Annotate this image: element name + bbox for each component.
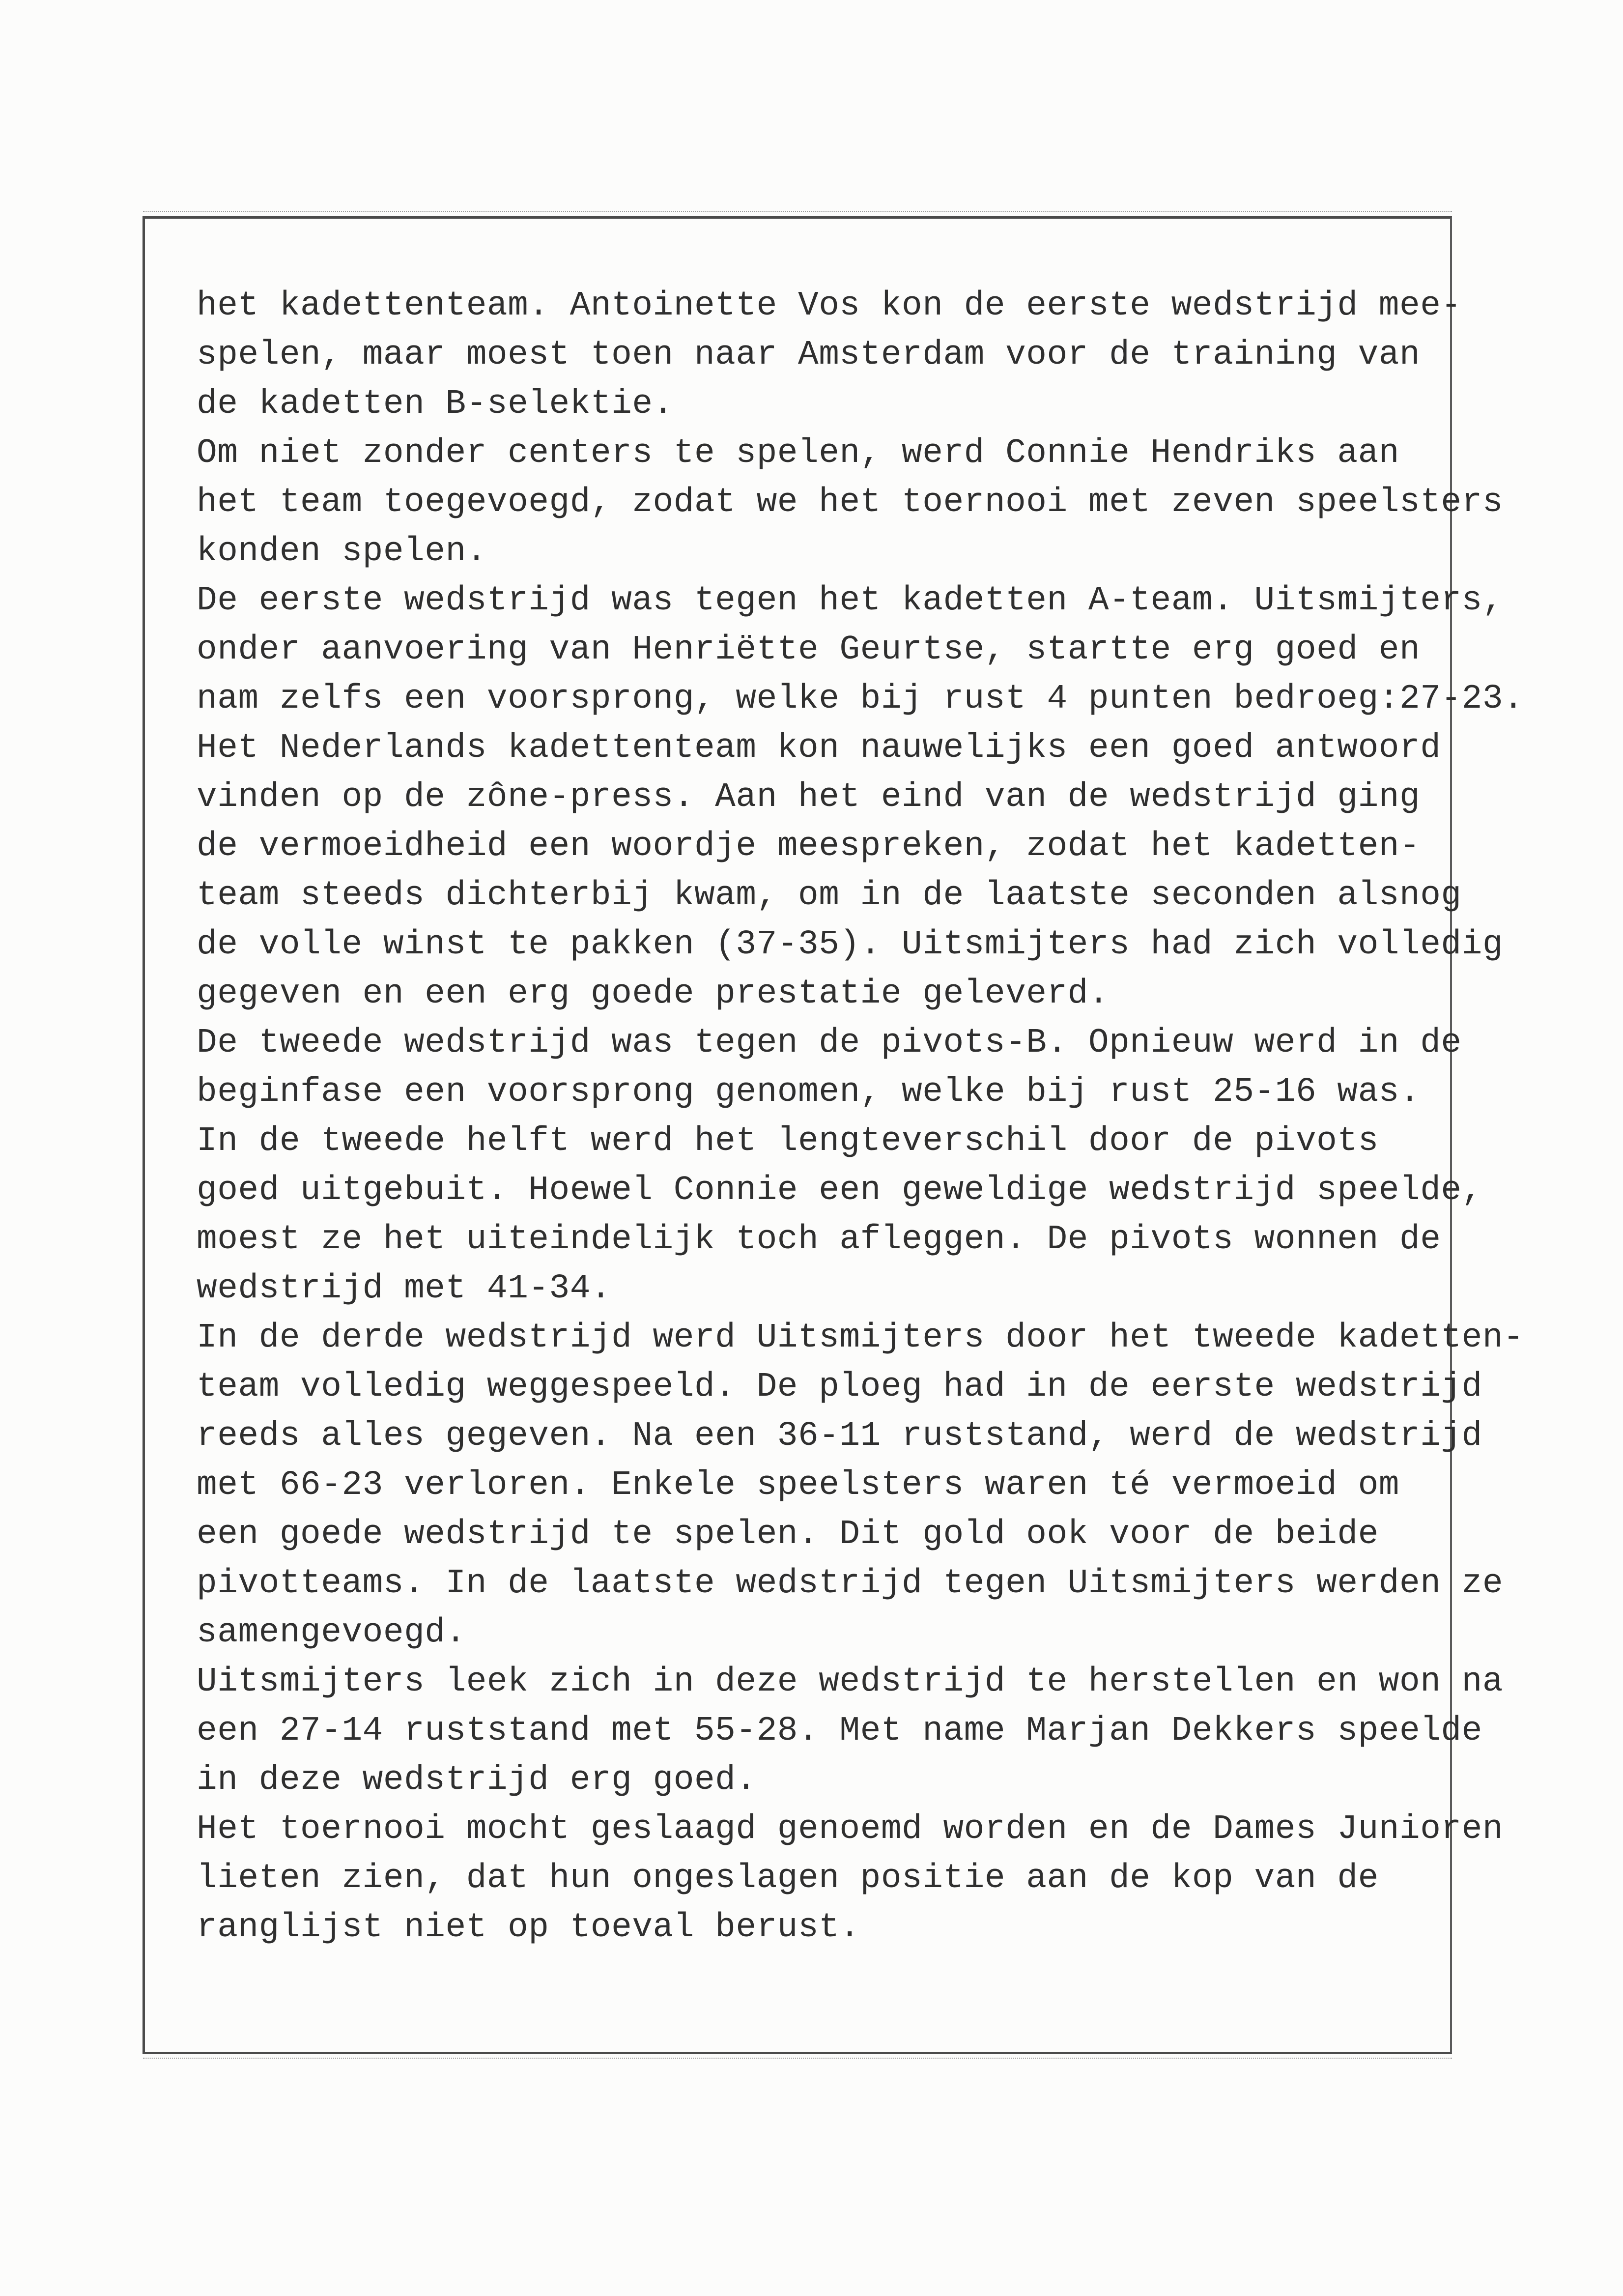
- text-line: In de derde wedstrijd werd Uitsmijters door het tweede kadetten-: [197, 1318, 1524, 1357]
- text-line: met 66-23 verloren. Enkele speelsters waren té vermoeid om: [197, 1465, 1399, 1504]
- text-line: team steeds dichterbij kwam, om in de laatste seconden alsnog: [197, 876, 1462, 915]
- text-line: goed uitgebuit. Hoewel Connie een geweldige wedstrijd speelde,: [197, 1171, 1482, 1209]
- text-line: ranglijst niet op toeval berust.: [197, 1908, 860, 1947]
- text-line: lieten zien, dat hun ongeslagen positie aan de kop van de: [197, 1859, 1379, 1897]
- text-line: een goede wedstrijd te spelen. Dit gold ook voor de beide: [197, 1515, 1379, 1553]
- text-line: moest ze het uiteindelijk toch afleggen. De pivots wonnen de: [197, 1220, 1441, 1259]
- text-line: pivotteams. In de laatste wedstrijd tegen Uitsmijters werden ze: [197, 1564, 1504, 1603]
- text-line: nam zelfs een voorsprong, welke bij rust 4 punten bedroeg:27-23.: [197, 679, 1524, 718]
- text-line: In de tweede helft werd het lengteverschil door de pivots: [197, 1121, 1379, 1160]
- text-line: De tweede wedstrijd was tegen de pivots-B. Opnieuw werd in de: [197, 1023, 1462, 1062]
- text-line: vinden op de zône-press. Aan het eind van de wedstrijd ging: [197, 777, 1421, 816]
- text-line: wedstrijd met 41-34.: [197, 1269, 612, 1308]
- text-line: Om niet zonder centers te spelen, werd Connie Hendriks aan: [197, 433, 1399, 472]
- text-line: reeds alles gegeven. Na een 36-11 ruststand, werd de wedstrijd: [197, 1416, 1482, 1455]
- text-line: Uitsmijters leek zich in deze wedstrijd te herstellen en won na: [197, 1662, 1504, 1701]
- text-line: spelen, maar moest toen naar Amsterdam voor de training van: [197, 335, 1421, 374]
- text-line: beginfase een voorsprong genomen, welke bij rust 25-16 was.: [197, 1072, 1421, 1111]
- text-line: de kadetten B-selektie.: [197, 384, 674, 423]
- text-line: de volle winst te pakken (37-35). Uitsmijters had zich volledig: [197, 925, 1504, 964]
- text-line: een 27-14 ruststand met 55-28. Met name Marjan Dekkers speelde: [197, 1711, 1482, 1750]
- text-line: De eerste wedstrijd was tegen het kadetten A-team. Uitsmijters,: [197, 581, 1504, 620]
- body-text: [197, 281, 1524, 1952]
- text-line: in deze wedstrijd erg goed.: [197, 1760, 757, 1799]
- text-line: Het toernooi mocht geslaagd genoemd worden en de Dames Junioren: [197, 1809, 1504, 1848]
- text-line: konden spelen.: [197, 532, 487, 571]
- text-line: onder aanvoering van Henriëtte Geurtse, startte erg goed en: [197, 630, 1421, 669]
- text-line: de vermoeidheid een woordje meespreken, zodat het kadetten-: [197, 827, 1421, 865]
- text-line: het team toegevoegd, zodat we het toernooi met zeven speelsters: [197, 483, 1504, 521]
- text-line: gegeven en een erg goede prestatie geleverd.: [197, 974, 1110, 1013]
- text-line: het kadettenteam. Antoinette Vos kon de eerste wedstrijd mee-: [197, 286, 1462, 325]
- text-line: Het Nederlands kadettenteam kon nauwelijks een goed antwoord: [197, 728, 1441, 767]
- text-line: team volledig weggespeeld. De ploeg had in de eerste wedstrijd: [197, 1367, 1482, 1406]
- text-line: samengevoegd.: [197, 1613, 466, 1652]
